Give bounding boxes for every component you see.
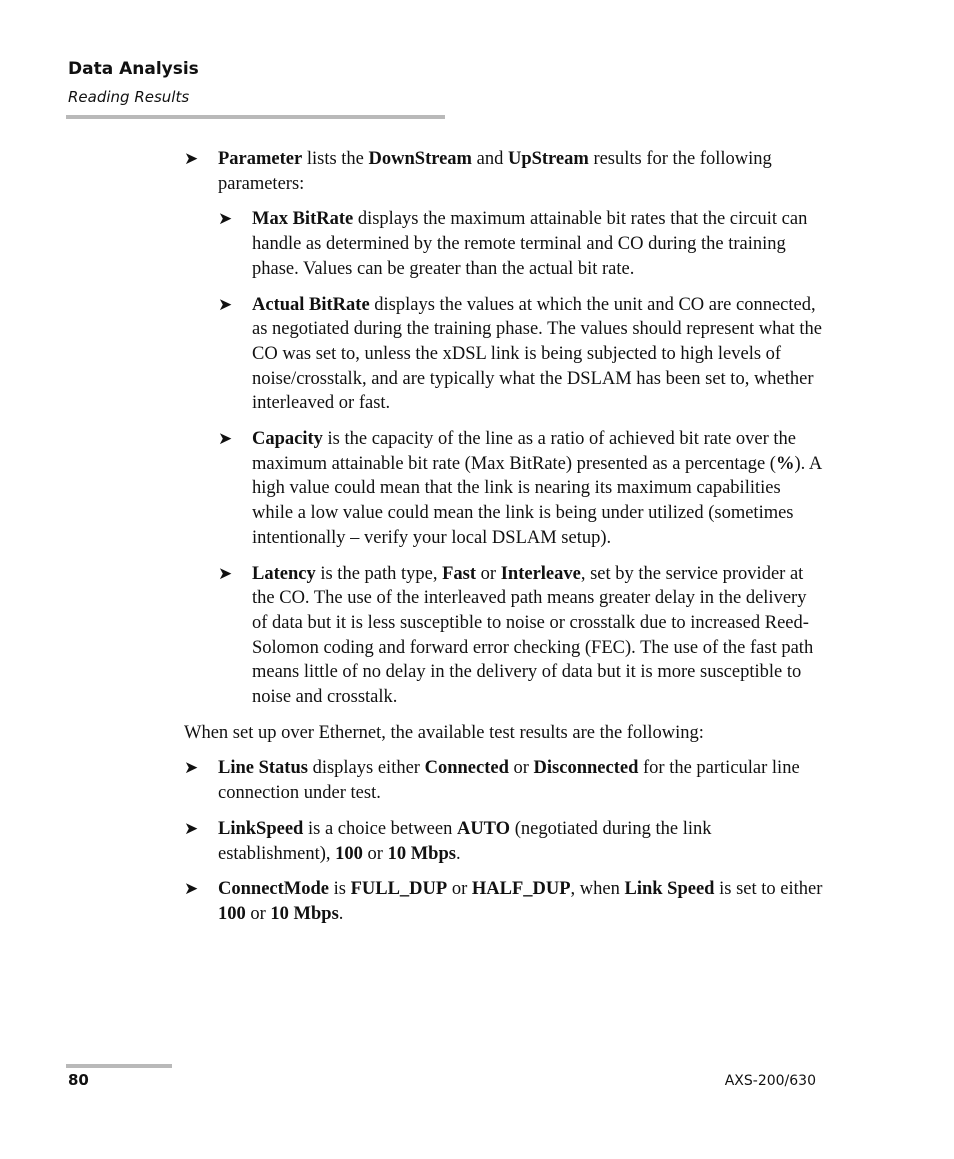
term-latency: Latency [252,563,316,584]
term-parameter: Parameter [218,149,303,169]
bullet-connect-mode [184,877,824,926]
arrow-bullet-icon: ➤ [218,429,233,450]
bullet-max-bitrate [218,207,824,281]
bullet-text: or [362,843,388,864]
bullet-text: lists the [302,149,369,169]
bullet-actual-bitrate [218,293,824,417]
term-actual-bitrate: Actual BitRate [252,294,370,315]
term-percent: % [775,453,795,474]
term-disconnected: Disconnected [533,758,639,779]
section-title: Data Analysis [68,59,199,79]
term-half-dup: HALF_DUP [471,879,571,900]
bullet-text: or [476,563,501,584]
arrow-bullet-icon: ➤ [184,879,199,900]
bullet-text: results for the following parameters: [218,149,772,194]
term-10mbps: 10 Mbps [387,843,456,864]
bullet-text: is a choice between [303,818,457,839]
term-capacity: Capacity [252,429,323,450]
bullet-text: or [447,879,472,900]
term-linkspeed: LinkSpeed [218,818,304,839]
term-connected: Connected [424,758,509,779]
term-interleave: Interleave [500,563,581,584]
term-auto: AUTO [456,818,511,839]
bullet-text: or [245,903,271,924]
bullet-text: is the capacity of the line as a ratio of achieved bit rate over the maximum attainable bit rate (Max BitRate) presented as a percentage ( [252,429,797,474]
term-downstream: DownStream [368,149,472,169]
bullet-text: is set to either [714,879,823,900]
document-id: AXS-200/630 [724,1073,816,1089]
bullet-text: and [471,149,508,169]
bullet-line-status [184,756,824,805]
bullet-text: , when [570,879,625,900]
ethernet-intro: When set up over Ethernet, the available test results are the following: [184,722,704,743]
bullet-text: , set by the service provider at the CO. The use of the interleaved path means greater delay in the delivery of data but it is less susceptible to noise or crosstalk due to increased Reed-Solomon coding and forward error checking (FEC). The use of the fast path means little of no delay in the delivery of data but it is more susceptible to noise and crosstalk. [252,563,814,708]
term-upstream: UpStream [507,149,589,169]
bullet-text: displays the values at which the unit and CO are connected, as negotiated during the training phase. The values should represent what the CO was set to, unless the xDSL link is being subjected to high levels of noise/crosstalk, and are typically what the DSLAM has been set to, whether interleaved or fast. [252,294,822,414]
term-fast: Fast [442,563,477,584]
bullet-text: . [455,843,461,864]
bullet-text: ). A high value could mean that the link is nearing its maximum capabilities while a low value could mean the link is being under utilized (sometimes intentionally – verify your local DSLAM setup). [252,453,822,548]
term-link-speed: Link Speed [624,879,715,900]
bullet-link-speed [184,817,824,866]
bullet-text: displays the maximum attainable bit rates that the circuit can handle as determined by the remote terminal and CO during the training phase. Values can be greater than the actual bit rate. [252,209,808,279]
section-subtitle: Reading Results [68,88,190,106]
term-100: 100 [335,843,363,864]
body-text [184,147,824,938]
arrow-bullet-icon: ➤ [218,294,233,315]
bullet-text: (negotiated during the link establishment), [218,818,712,864]
bullet-capacity [218,427,824,551]
term-line-status: Line Status [218,758,308,779]
arrow-bullet-icon: ➤ [218,563,233,584]
arrow-bullet-icon: ➤ [184,149,199,169]
term-max-bitrate: Max BitRate [252,209,354,230]
bullet-text: . [338,903,344,924]
bullet-text: displays either [307,758,425,779]
term-10mbps: 10 Mbps [270,903,339,924]
footer-divider [66,1064,172,1068]
page-number: 80 [68,1071,89,1089]
term-connectmode: ConnectMode [218,879,329,900]
header-divider [66,115,445,119]
bullet-text: is [328,879,351,900]
bullet-text: or [508,758,534,779]
arrow-bullet-icon: ➤ [184,818,199,839]
bullet-text: for the particular line connection under test. [218,758,800,804]
arrow-bullet-icon: ➤ [218,209,233,230]
arrow-bullet-icon: ➤ [184,758,199,779]
term-full-dup: FULL_DUP [350,879,448,900]
term-100: 100 [218,903,246,924]
bullet-parameter [184,147,824,710]
bullet-text: is the path type, [315,563,443,584]
bullet-latency [218,562,824,710]
